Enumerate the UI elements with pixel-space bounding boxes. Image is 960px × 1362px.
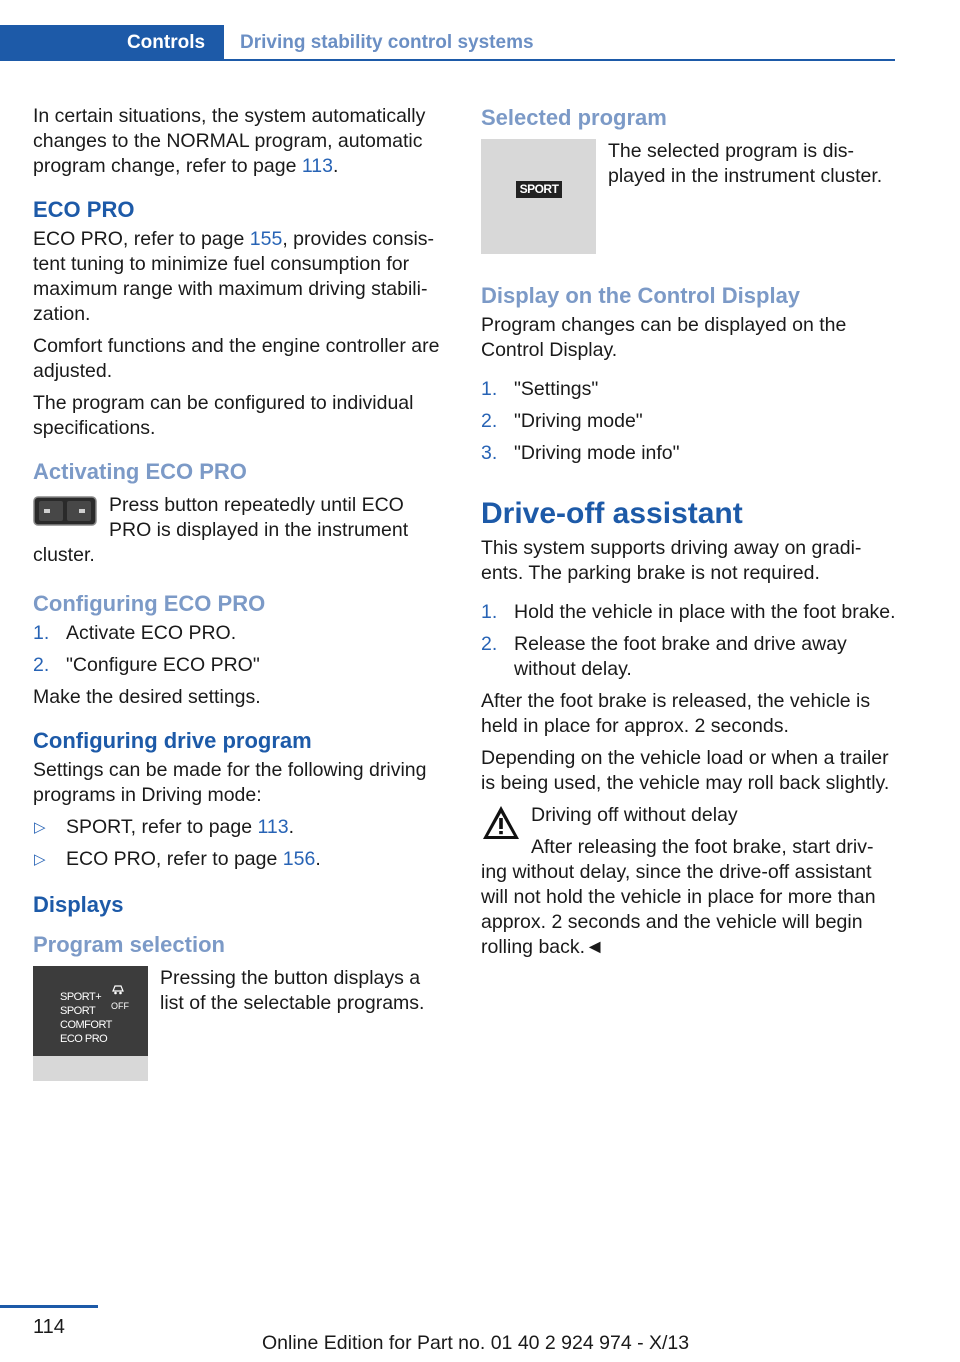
bullet-triangle-icon: ▷ bbox=[34, 851, 46, 868]
dsc-off-label: OFF bbox=[111, 1001, 129, 1011]
drive-off-assistant-heading: Drive-off assistant bbox=[481, 497, 743, 530]
running-header bbox=[0, 25, 895, 61]
program-item: SPORT+ bbox=[60, 991, 102, 1003]
step-text: Hold the vehicle in place with the foot brake. bbox=[514, 601, 896, 623]
configuring-drive-program-heading: Configuring drive program bbox=[33, 728, 312, 753]
right-column bbox=[481, 104, 896, 960]
selected-program-block bbox=[481, 139, 896, 254]
program-list-display-image bbox=[33, 966, 148, 1081]
bullet-text-end: . bbox=[315, 848, 321, 870]
selected-program-heading: Selected program bbox=[481, 105, 667, 130]
step-text: "Driving mode info" bbox=[514, 442, 680, 464]
step-text: Release the foot brake and drive away without delay. bbox=[514, 633, 847, 680]
instrument-cluster-image bbox=[481, 139, 596, 254]
list-item bbox=[33, 653, 443, 678]
step-number: 1. bbox=[33, 622, 50, 644]
list-item bbox=[481, 441, 896, 466]
step-number: 2. bbox=[33, 654, 50, 676]
display-bottom-band bbox=[33, 1056, 148, 1081]
edition-text: Online Edition for Part no. 01 40 2 924 974 - X/13 bbox=[262, 1332, 690, 1354]
desired-settings-text: Make the desired settings. bbox=[33, 686, 261, 708]
step-number: 3. bbox=[481, 442, 498, 464]
list-item bbox=[481, 600, 896, 625]
page-number: 114 bbox=[33, 1316, 65, 1338]
bullet-text: SPORT, refer to page bbox=[66, 816, 258, 838]
list-item bbox=[33, 847, 443, 872]
warning-block bbox=[481, 803, 896, 960]
list-item bbox=[33, 815, 443, 840]
program-selection-block bbox=[33, 966, 443, 1081]
program-selection-heading: Program selection bbox=[33, 932, 225, 957]
control-display-text: Program changes can be displayed on the Control Display. bbox=[481, 314, 847, 361]
driving-mode-rocker-button-icon bbox=[33, 495, 97, 527]
drive-program-bullets bbox=[33, 815, 443, 872]
intro-text-end: . bbox=[332, 155, 339, 177]
eco-pro-heading: ECO PRO bbox=[33, 197, 135, 222]
activating-text: Press button repeatedly until ECO PRO is displayed in the instrument cluster. bbox=[33, 494, 409, 566]
display-on-control-display-heading: Display on the Control Display bbox=[481, 283, 801, 308]
left-column bbox=[33, 104, 443, 1081]
step-number: 2. bbox=[481, 410, 498, 432]
drive-program-text: Settings can be made for the following driving programs in Driving mode: bbox=[33, 759, 427, 806]
list-item bbox=[33, 621, 443, 646]
program-item: SPORT bbox=[60, 1005, 96, 1017]
drive-off-steps bbox=[481, 600, 896, 682]
list-item bbox=[481, 409, 896, 434]
step-text: "Configure ECO PRO" bbox=[66, 654, 260, 676]
configuring-eco-pro-steps bbox=[33, 621, 443, 678]
page-link-155[interactable]: 155 bbox=[249, 228, 283, 250]
drive-off-text: This system supports driving away on gradi-ents. The parking brake is not required. bbox=[481, 537, 862, 584]
eco-pro-text-end: , provides consis-tent tuning to minimize fuel consumption for maximum range with maximum driving stabili-zation. bbox=[33, 228, 435, 325]
comfort-paragraph: Comfort functions and the engine controller are adjusted. bbox=[33, 335, 440, 382]
step-number: 1. bbox=[481, 378, 498, 400]
section-title: Driving stability control systems bbox=[240, 32, 534, 53]
configure-paragraph: The program can be configured to individual specifications. bbox=[33, 392, 414, 439]
step-text: "Settings" bbox=[514, 378, 599, 400]
vehicle-load-paragraph: Depending on the vehicle load or when a trailer is being used, the vehicle may roll back slightly. bbox=[481, 747, 890, 794]
page-link-156[interactable]: 156 bbox=[282, 848, 316, 870]
bullet-triangle-icon: ▷ bbox=[34, 819, 46, 836]
displays-heading: Displays bbox=[33, 892, 124, 917]
brake-release-paragraph: After the foot brake is released, the vehicle is held in place for approx. 2 seconds. bbox=[481, 690, 871, 737]
activating-eco-pro-heading: Activating ECO PRO bbox=[33, 459, 247, 484]
warning-title: Driving off without delay bbox=[531, 804, 738, 826]
chapter-tab-label: Controls bbox=[126, 32, 206, 53]
list-item bbox=[481, 377, 896, 402]
list-item bbox=[481, 632, 896, 682]
program-selection-text: Pressing the button displays a list of the selectable programs. bbox=[160, 967, 425, 1014]
page-link-113[interactable]: 113 bbox=[301, 155, 333, 177]
sport-badge: SPORT bbox=[516, 181, 562, 198]
activating-block bbox=[33, 493, 443, 568]
footer-rule bbox=[0, 1305, 98, 1308]
warning-text: After releasing the foot brake, start driv-ing without delay, since the drive-off assistant will not hold the vehicle in place for more than approx. 2 seconds and the vehicle will begin rolling back.◄ bbox=[481, 836, 876, 958]
control-display-steps bbox=[481, 377, 896, 466]
configuring-eco-pro-heading: Configuring ECO PRO bbox=[33, 591, 266, 616]
program-item: ECO PRO bbox=[60, 1033, 108, 1045]
step-number: 1. bbox=[481, 601, 498, 623]
step-text: "Driving mode" bbox=[514, 410, 643, 432]
intro-text: In certain situations, the system automatically changes to the NORMAL program, automatic program change, refer to page bbox=[33, 105, 426, 177]
chapter-tab bbox=[0, 25, 224, 61]
bullet-text-end: . bbox=[288, 816, 295, 838]
eco-pro-paragraph bbox=[33, 227, 443, 327]
eco-pro-text: ECO PRO, refer to page bbox=[33, 228, 250, 250]
selected-program-text: The selected program is dis-played in the instrument cluster. bbox=[608, 140, 883, 187]
intro-paragraph bbox=[33, 104, 443, 179]
bullet-text: ECO PRO, refer to page bbox=[66, 848, 283, 870]
program-item: COMFORT bbox=[60, 1019, 112, 1031]
step-text: Activate ECO PRO. bbox=[66, 622, 237, 644]
page-link-113[interactable]: 113 bbox=[257, 816, 289, 838]
warning-triangle-icon bbox=[481, 803, 521, 843]
step-number: 2. bbox=[481, 633, 498, 655]
